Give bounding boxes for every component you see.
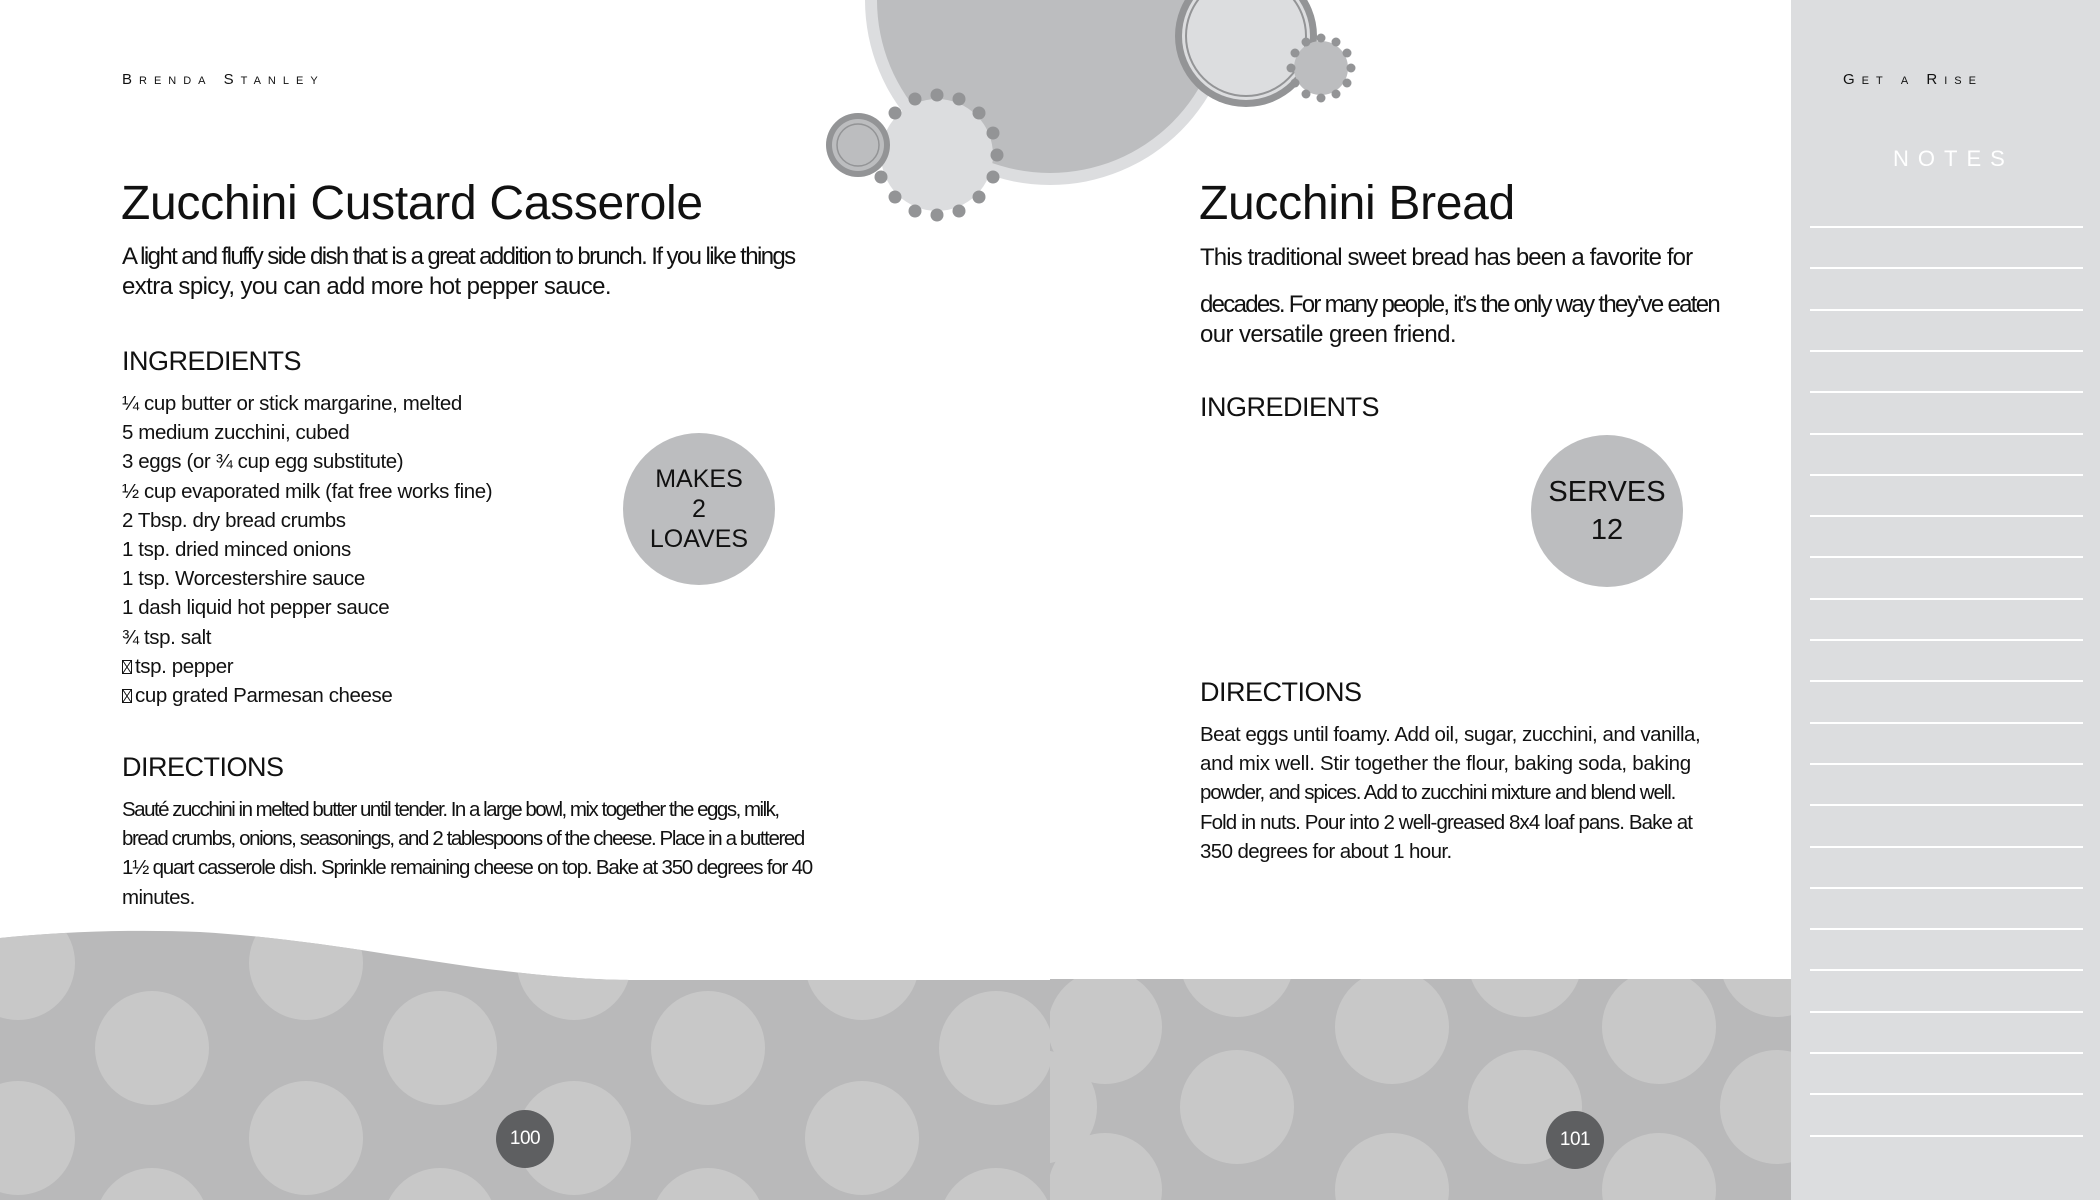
ingredient-item: tsp. pepper <box>122 652 492 681</box>
directions-line: bread crumbs, onions, seasonings, and 2 tablespoons of the cheese. Place in a buttered <box>122 827 804 851</box>
description-line: our versatile green friend. <box>1200 321 1456 348</box>
recipe-description <box>1200 243 1760 350</box>
recipe-title: Zucchini Bread <box>1199 177 1515 230</box>
note-line <box>1810 598 2083 600</box>
note-line <box>1810 639 2083 641</box>
note-line <box>1810 226 2083 228</box>
notes-heading: NOTES <box>1893 146 2014 171</box>
running-head-chapter: Get a Rise <box>1843 71 1983 88</box>
note-line <box>1810 1011 2083 1013</box>
directions-line: powder, and spices. Add to zucchini mixture and blend well. <box>1200 781 1676 805</box>
page-number-badge: 101 <box>1546 1111 1604 1169</box>
directions-line: and mix well. Stir together the flour, baking soda, baking <box>1200 752 1691 776</box>
ingredients-list <box>122 389 492 710</box>
directions-line: minutes. <box>122 885 195 909</box>
directions-line: 1½ quart casserole dish. Sprinkle remaining cheese on top. Bake at 350 degrees for 40 <box>122 856 813 880</box>
note-line <box>1810 763 2083 765</box>
missing-glyph-icon <box>122 660 132 674</box>
ingredient-item: 3 eggs (or ¾ cup egg substitute) <box>122 450 404 474</box>
page-number-badge: 100 <box>496 1110 554 1168</box>
note-line <box>1810 556 2083 558</box>
recipe-description <box>122 242 912 302</box>
note-line <box>1810 846 2083 848</box>
ingredient-item: 1 tsp. dried minced onions <box>122 538 351 562</box>
note-line <box>1810 887 2083 889</box>
ingredient-item: 1 dash liquid hot pepper sauce <box>122 596 390 620</box>
note-line <box>1810 969 2083 971</box>
note-line <box>1810 680 2083 682</box>
directions-heading: DIRECTIONS <box>122 752 284 782</box>
directions-line: Fold in nuts. Pour into 2 well-greased 8x4 loaf pans. Bake at <box>1200 810 1693 834</box>
note-line <box>1810 1052 2083 1054</box>
directions-line: Beat eggs until foamy. Add oil, sugar, zucchini, and vanilla, <box>1200 723 1701 746</box>
yield-label: SERVES <box>1548 476 1666 508</box>
yield-badge <box>1531 435 1683 587</box>
running-head-author: Brenda Stanley <box>122 71 325 88</box>
ingredient-item: cup grated Parmesan cheese <box>122 681 492 710</box>
ingredient-item: ½ cup evaporated milk (fat free works fine) <box>122 479 493 503</box>
ingredient-item: 2 Tbsp. dry bread crumbs <box>122 508 346 532</box>
description-line: A light and fluffy side dish that is a great addition to brunch. If you like things <box>122 243 795 270</box>
directions-text <box>122 795 922 912</box>
note-line <box>1810 515 2083 517</box>
yield-badge <box>623 433 775 585</box>
ingredient-item: 1 tsp. Worcestershire sauce <box>122 567 365 591</box>
yield-unit: LOAVES <box>649 525 749 553</box>
directions-heading: DIRECTIONS <box>1200 677 1362 707</box>
missing-glyph-icon <box>122 689 132 703</box>
ingredient-item: ¼ cup butter or stick margarine, melted <box>122 392 462 415</box>
note-line <box>1810 804 2083 806</box>
polka-dot-pattern <box>1050 979 1791 1200</box>
note-line <box>1810 928 2083 930</box>
right-page-footer-band <box>1050 979 1791 1200</box>
yield-value: 2 <box>692 495 706 523</box>
description-line: decades. For many people, it’s the only way they’ve eaten <box>1200 291 1720 318</box>
ingredients-heading: INGREDIENTS <box>122 346 302 376</box>
description-line: This traditional sweet bread has been a favorite for <box>1200 244 1693 271</box>
note-line <box>1810 391 2083 393</box>
note-line <box>1810 1093 2083 1095</box>
note-line <box>1810 309 2083 311</box>
note-line <box>1810 350 2083 352</box>
ingredient-item: ¾ tsp. salt <box>122 625 212 649</box>
note-line <box>1810 722 2083 724</box>
ingredient-item: 5 medium zucchini, cubed <box>122 421 350 445</box>
yield-value: 12 <box>1590 514 1624 546</box>
notes-panel <box>1791 0 2100 1200</box>
directions-line: Sauté zucchini in melted butter until tender. In a large bowl, mix together the eggs, milk, <box>122 798 779 821</box>
description-line: extra spicy, you can add more hot pepper sauce. <box>122 273 611 300</box>
note-line <box>1810 433 2083 435</box>
note-line <box>1810 474 2083 476</box>
note-line <box>1810 267 2083 269</box>
directions-text <box>1200 720 1760 866</box>
recipe-title: Zucchini Custard Casserole <box>121 177 703 230</box>
note-line <box>1810 1135 2083 1137</box>
ingredients-heading: INGREDIENTS <box>1200 392 1380 422</box>
yield-label: MAKES <box>655 465 743 493</box>
directions-line: 350 degrees for about 1 hour. <box>1200 839 1452 863</box>
